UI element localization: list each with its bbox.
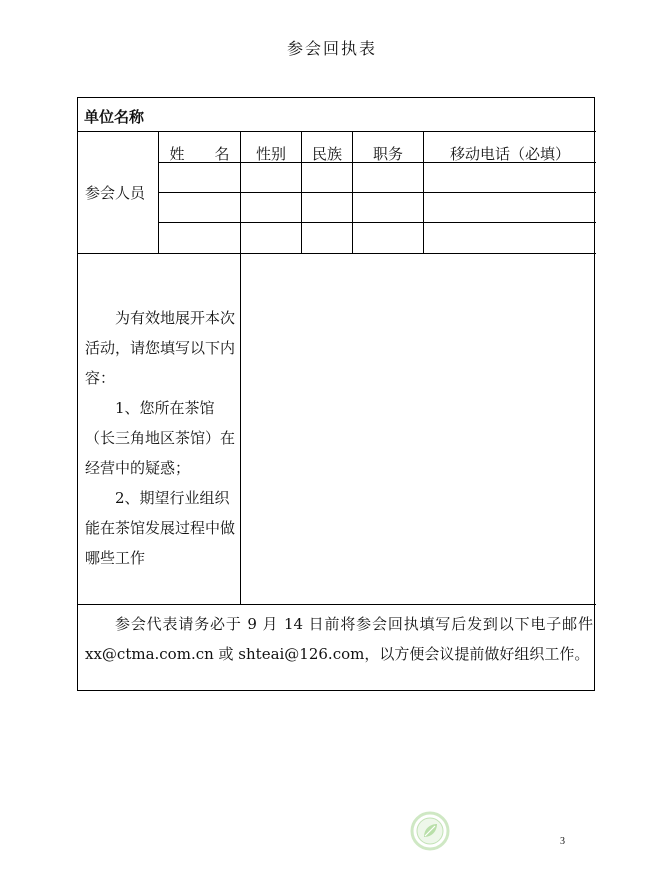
unit-name-label: 单位名称 <box>84 108 145 126</box>
instruction-item-2: 2、期望行业组织能在茶馆发展过程中做哪些工作 <box>85 489 236 567</box>
submission-note: 参会代表请务必于 9 月 14 日前将参会回执填写后发到以下电子邮件 xx@ctma.com.cn 或 shteai@126.com，以方便会议提前做好组织工作。 <box>85 615 593 663</box>
instructions-text <box>85 303 235 573</box>
answer-area[interactable] <box>241 254 596 604</box>
column-header-mobile: 移动电话（必填） <box>449 145 570 163</box>
tea-leaf-seal-icon <box>410 811 450 851</box>
row-divider <box>78 131 596 132</box>
registration-form-table <box>77 97 595 691</box>
page-number: 3 <box>560 836 565 847</box>
attendee-row[interactable] <box>159 223 596 253</box>
attendees-label: 参会人员 <box>85 184 146 202</box>
instruction-item-1: 1、您所在茶馆（长三角地区茶馆）在经营中的疑惑； <box>85 399 236 477</box>
attendee-row[interactable] <box>159 193 596 222</box>
attendee-row[interactable] <box>159 163 596 192</box>
document-title: 参会回执表 <box>286 39 377 58</box>
column-header-name: 姓 名 <box>169 145 230 163</box>
column-header-position: 职务 <box>372 145 403 163</box>
column-header-ethnicity: 民族 <box>311 145 342 163</box>
row-divider <box>78 604 596 605</box>
instruction-intro: 为有效地展开本次活动，请您填写以下内容： <box>85 309 236 387</box>
column-header-gender: 性别 <box>255 145 286 163</box>
unit-name-field[interactable] <box>159 98 595 131</box>
